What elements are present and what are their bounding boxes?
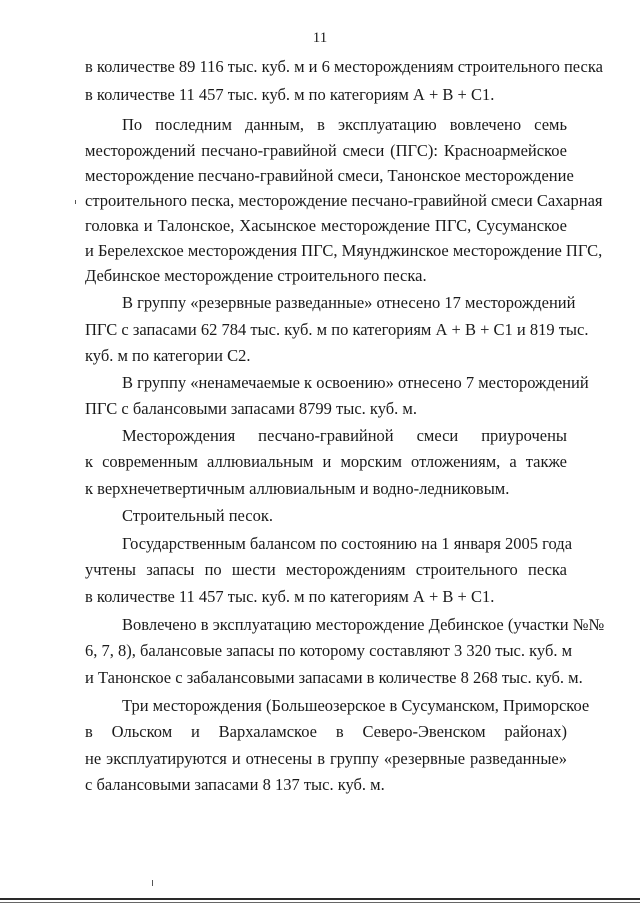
scan-edge-line bbox=[0, 902, 640, 903]
text-line: к современным аллювиальным и морским отложениям, а также bbox=[85, 452, 567, 471]
text-line: в Ольском и Вархаламское в Северо-Эвенском районах) bbox=[85, 722, 567, 741]
text-line: и Танонское с забалансовыми запасами в количестве 8 268 тыс. куб. м. bbox=[85, 668, 583, 687]
text-line: ПГС с запасами 62 784 тыс. куб. м по категориям А + В + С1 и 819 тыс. bbox=[85, 320, 589, 339]
text-line: не эксплуатируются и отнесены в группу «резервные разведанные» bbox=[85, 749, 567, 768]
text-line: Месторождения песчано-гравийной смеси приурочены bbox=[122, 426, 567, 445]
text-line: месторождений песчано-гравийной смеси (ПГС): Красноармейское bbox=[85, 141, 567, 160]
text-line: строительного песка, месторождение песчано-гравийной смеси Сахарная bbox=[85, 191, 603, 210]
text-line: с балансовыми запасами 8 137 тыс. куб. м. bbox=[85, 775, 385, 794]
text-line: Три месторождения (Большеозерское в Сусуманском, Приморское bbox=[122, 696, 590, 715]
scan-edge-line bbox=[0, 898, 640, 900]
page-number: 11 bbox=[312, 30, 328, 46]
text-line: По последним данным, в эксплуатацию вовлечено семь bbox=[122, 115, 567, 134]
text-line: учтены запасы по шести месторождениям строительного песка bbox=[85, 560, 567, 579]
text-line: месторождение песчано-гравийной смеси, Танонское месторождение bbox=[85, 166, 574, 185]
scan-speck bbox=[152, 880, 153, 886]
scan-speck bbox=[75, 200, 76, 204]
text-line: к верхнечетвертичным аллювиальным и водно-ледниковым. bbox=[85, 479, 510, 498]
text-line: 6, 7, 8), балансовые запасы по которому составляют 3 320 тыс. куб. м bbox=[85, 641, 573, 660]
text-line: в количестве 89 116 тыс. куб. м и 6 месторождениям строительного песка bbox=[85, 57, 603, 76]
text-line: в количестве 11 457 тыс. куб. м по категориям А + В + С1. bbox=[85, 85, 495, 104]
text-line: Государственным балансом по состоянию на 1 января 2005 года bbox=[122, 534, 573, 553]
text-line: и Берелехское месторождения ПГС, Мяунджинское месторождение ПГС, bbox=[85, 241, 603, 260]
text-line: ПГС с балансовыми запасами 8799 тыс. куб. м. bbox=[85, 399, 417, 418]
text-line: Вовлечено в эксплуатацию месторождение Дебинское (участки №№ bbox=[122, 615, 605, 634]
text-line: в количестве 11 457 тыс. куб. м по категориям А + В + С1. bbox=[85, 587, 495, 606]
text-line: Строительный песок. bbox=[122, 506, 273, 525]
text-line: В группу «резервные разведанные» отнесено 17 месторождений bbox=[122, 293, 576, 312]
text-line: Дебинское месторождение строительного песка. bbox=[85, 266, 427, 285]
text-line: куб. м по категории С2. bbox=[85, 346, 251, 365]
text-line: В группу «ненамечаемые к освоению» отнесено 7 месторождений bbox=[122, 373, 589, 392]
text-line: головка и Талонское, Хасынское месторождение ПГС, Сусуманское bbox=[85, 216, 567, 235]
